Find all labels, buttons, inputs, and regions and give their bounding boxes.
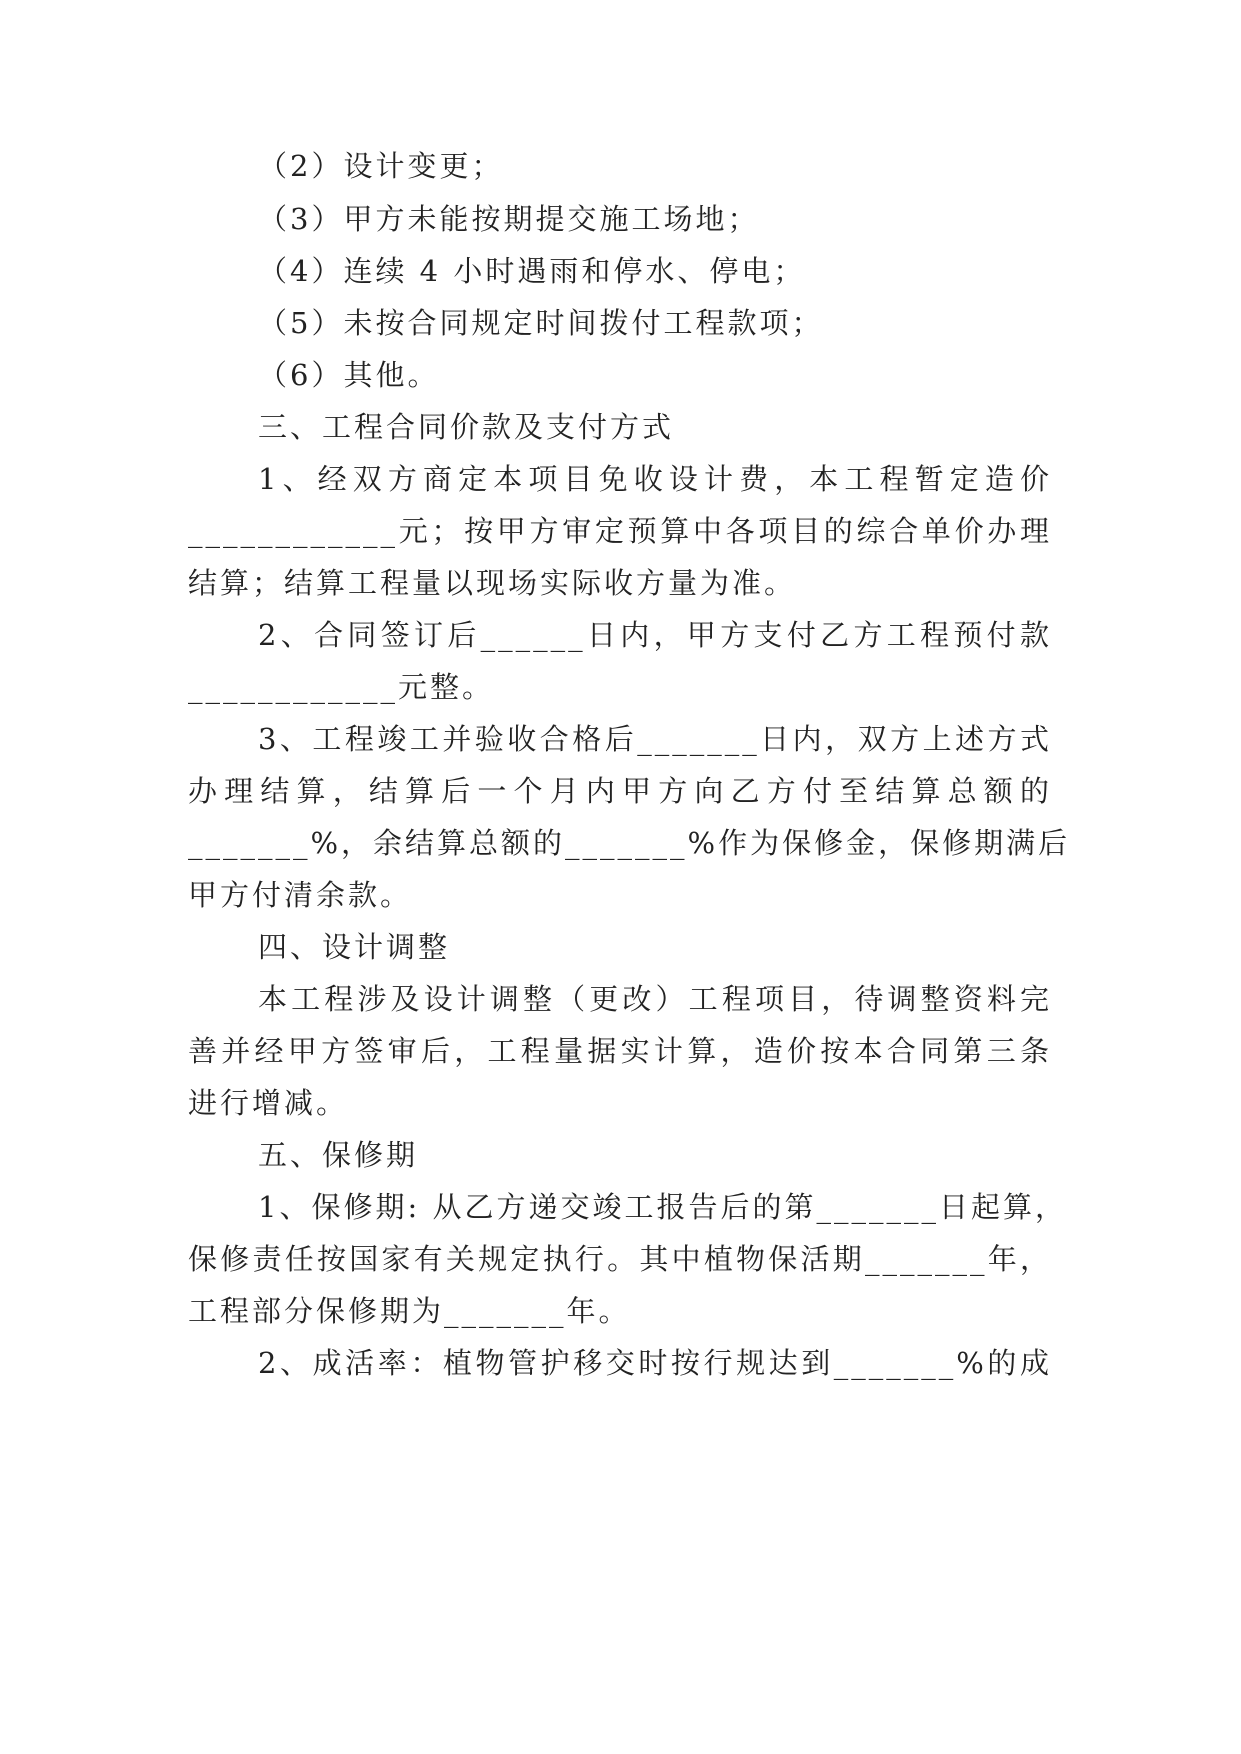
paragraph-line: ____________元整。 (188, 670, 495, 704)
section-heading-5: 五、保修期 (258, 1138, 419, 1172)
paragraph-line: 2、合同签订后______日内，甲方支付乙方工程预付款 (258, 618, 1052, 652)
paragraph-line: 甲方付清余款。 (188, 878, 413, 912)
paragraph-line: _______%，余结算总额的_______%作为保修金，保修期满后 (188, 826, 1071, 860)
paragraph-line: 1、保修期: 从乙方递交竣工报告后的第_______日起算， (258, 1190, 1067, 1224)
paragraph-line: 进行增减。 (188, 1086, 349, 1120)
clause-item-6: （6）其他。 (258, 358, 440, 392)
paragraph-line: 结算；结算工程量以现场实际收方量为准。 (188, 566, 797, 600)
paragraph-line: 保修责任按国家有关规定执行。其中植物保活期_______年， (188, 1242, 1052, 1276)
paragraph-line: ____________元；按甲方审定预算中各项目的综合单价办理 (188, 514, 1052, 548)
section-heading-3: 三、工程合同价款及支付方式 (258, 410, 675, 444)
clause-item-5: （5）未按合同规定时间拨付工程款项； (258, 306, 824, 340)
clause-item-3: （3）甲方未能按期提交施工场地； (258, 202, 760, 236)
paragraph-line: 1、经双方商定本项目免收设计费，本工程暂定造价 (258, 462, 1052, 496)
section-heading-4: 四、设计调整 (258, 930, 451, 964)
paragraph-line: 善并经甲方签审后，工程量据实计算，造价按本合同第三条 (188, 1034, 1052, 1068)
paragraph-line: 工程部分保修期为_______年。 (188, 1294, 631, 1328)
clause-item-2: （2）设计变更； (258, 149, 504, 183)
paragraph-line: 本工程涉及设计调整（更改）工程项目，待调整资料完 (258, 982, 1052, 1016)
paragraph-line: 办理结算，结算后一个月内甲方向乙方付至结算总额的 (188, 774, 1052, 808)
clause-item-4: （4）连续 4 小时遇雨和停水、停电； (258, 254, 806, 288)
paragraph-line: 2、成活率：植物管护移交时按行规达到_______%的成 (258, 1346, 1052, 1380)
paragraph-line: 3、工程竣工并验收合格后_______日内，双方上述方式 (258, 722, 1052, 756)
